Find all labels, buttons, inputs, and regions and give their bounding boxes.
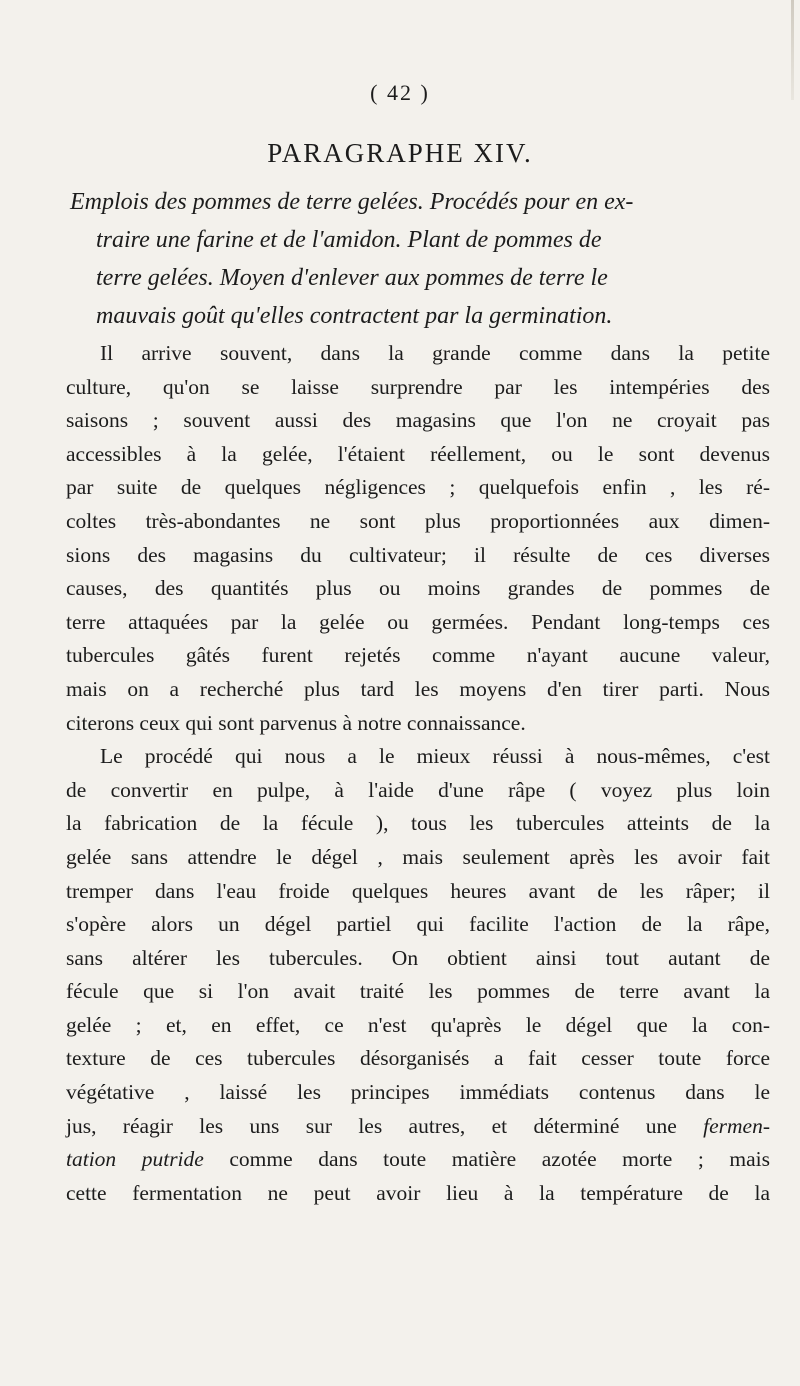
body-line: gelée sans attendre le dégel , mais seulement après les avoir fait xyxy=(66,844,770,869)
paragraph-heading: PARAGRAPHE XIV. xyxy=(267,138,533,168)
body-line: sans altérer les tubercules. On obtient ainsi tout autant de xyxy=(66,945,770,970)
body-line: sions des magasins du cultivateur; il résulte de ces diverses xyxy=(66,542,770,567)
summary-line: terre gelées. Moyen d'enlever aux pommes de terre le xyxy=(96,265,608,291)
body-paragraphs xyxy=(66,337,770,1210)
body-line: accessibles à la gelée, l'étaient réellement, ou le sont devenus xyxy=(66,441,770,466)
body-line: saisons ; souvent aussi des magasins que l'on ne croyait pas xyxy=(66,408,770,433)
body-line: texture de ces tubercules désorganisés a fait cesser toute force xyxy=(66,1046,770,1071)
body-line: végétative , laissé les principes immédiats contenus dans le xyxy=(66,1080,770,1105)
body-line: terre attaquées par la gelée ou germées. Pendant long-temps ces xyxy=(66,609,770,634)
body-line-text: jus, réagir les uns sur les autres, et déterminé une xyxy=(66,1113,677,1138)
summary-line: Emplois des pommes de terre gelées. Procédés pour en ex- xyxy=(70,189,634,215)
chapter-summary xyxy=(70,183,770,335)
body-line: de convertir en pulpe, à l'aide d'une râpe ( voyez plus loin xyxy=(66,777,770,802)
body-line: mais on a recherché plus tard les moyens d'en tirer parti. Nous xyxy=(66,676,770,701)
body-line: culture, qu'on se laisse surprendre par les intempéries des xyxy=(66,374,770,399)
body-line-with-italic xyxy=(66,1143,770,1177)
body-line: tremper dans l'eau froide quelques heures avant de les râper; il xyxy=(66,878,770,903)
body-line: s'opère alors un dégel partiel qui facilite l'action de la râpe, xyxy=(66,912,770,937)
body-line-with-italic xyxy=(66,1110,770,1144)
summary-line: mauvais goût qu'elles contractent par la germination. xyxy=(96,303,613,329)
body-line: gelée ; et, en effet, ce n'est qu'après le dégel que la con- xyxy=(66,1012,770,1037)
italic-term: tation putride xyxy=(66,1147,204,1172)
body-line: Il arrive souvent, dans la grande comme dans la petite xyxy=(100,341,770,365)
body-line: cette fermentation ne peut avoir lieu à la température de la xyxy=(66,1180,770,1205)
summary-line: traire une farine et de l'amidon. Plant de pommes de xyxy=(96,227,602,253)
body-line-text: comme dans toute matière azotée morte ; mais xyxy=(229,1147,771,1172)
body-line: citerons ceux qui sont parvenus à notre connaissance. xyxy=(66,710,526,735)
body-line: causes, des quantités plus ou moins grandes de pommes de xyxy=(66,576,770,601)
page-number: ( 42 ) xyxy=(370,80,430,105)
body-line: par suite de quelques négligences ; quelquefois enfin , les ré- xyxy=(66,475,770,500)
italic-term: fermen- xyxy=(703,1113,771,1138)
body-line: fécule que si l'on avait traité les pommes de terre avant la xyxy=(66,979,770,1004)
body-line: tubercules gâtés furent rejetés comme n'ayant aucune valeur, xyxy=(66,643,770,668)
body-line: Le procédé qui nous a le mieux réussi à nous-mêmes, c'est xyxy=(100,744,770,769)
body-line: la fabrication de la fécule ), tous les tubercules atteints de la xyxy=(66,811,770,836)
body-line: coltes très-abondantes ne sont plus proportionnées aux dimen- xyxy=(66,508,770,533)
